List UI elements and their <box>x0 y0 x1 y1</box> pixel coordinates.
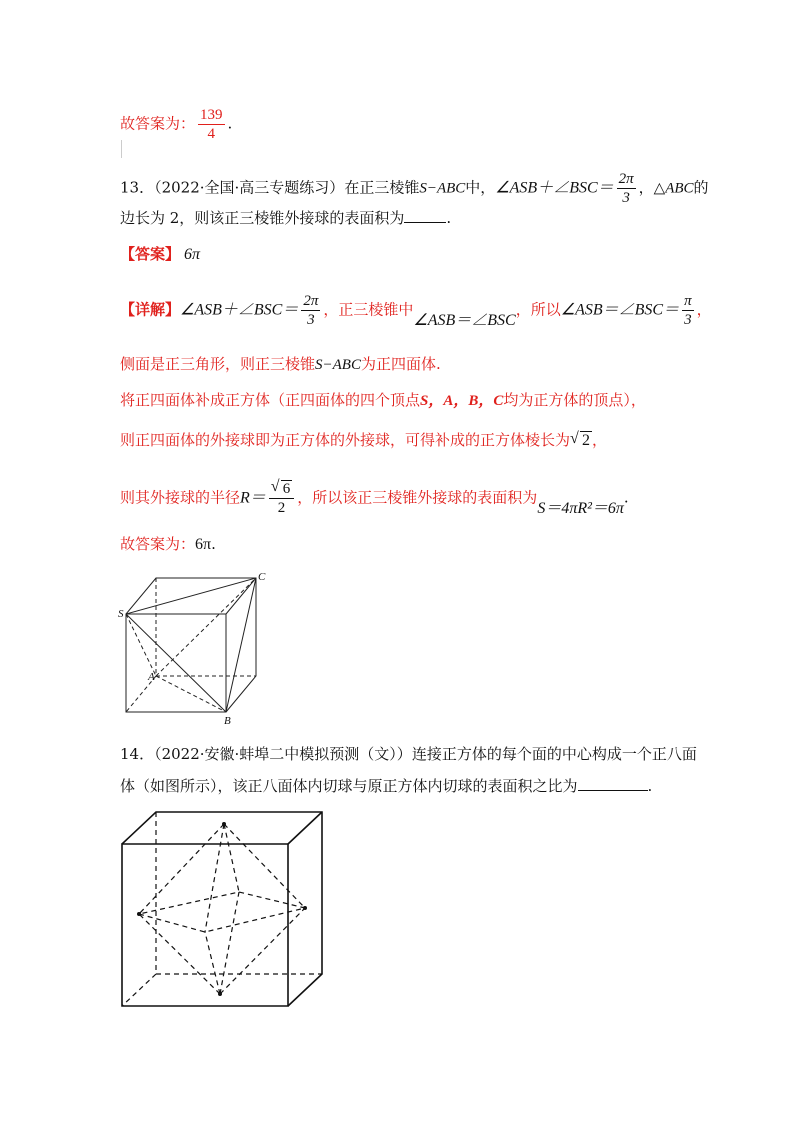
q13-line1 <box>120 170 709 207</box>
q13-number: 13． <box>120 178 155 197</box>
octa-top-L <box>139 824 224 914</box>
q14-octahedron-figure <box>118 808 328 1013</box>
detail-sqrt2 <box>570 429 592 453</box>
detail-l4a: 则正四面体的外接球即为正方体的外接球，可得补成的正方体棱长为 <box>120 431 571 449</box>
octa-vertex-right <box>303 906 307 910</box>
detail-l2c: 为正四面体. <box>360 355 441 373</box>
q13-frac-den: 3 <box>622 190 630 206</box>
cube-back-edges <box>126 578 256 712</box>
octa-vertex-top <box>222 822 226 826</box>
q13-text2: 中， <box>465 178 496 197</box>
tetra-edge-SC <box>126 578 256 614</box>
q13-answer <box>120 242 200 267</box>
q13-text3: ，△ <box>638 178 666 197</box>
q13-triangle: ABC <box>665 180 694 197</box>
detail-l5e: . <box>623 488 629 507</box>
q14-line1 <box>120 742 697 766</box>
detail-l3b: S，A，B，C <box>420 393 504 409</box>
octa-bot-L <box>139 914 220 994</box>
q13-frac-num: 2π <box>618 171 634 187</box>
prev-answer-prefix: 故答案为： <box>120 114 196 133</box>
q13-line2-text: 边长为 2，则该正三棱锥外接球的表面积为 <box>120 209 405 227</box>
detail-text3: ， <box>696 300 712 319</box>
octa-bot-F <box>205 932 220 994</box>
detail-fraction1 <box>301 292 320 329</box>
label-A: A <box>148 671 155 683</box>
detail-frac2-num: π <box>684 293 692 309</box>
detail-l4c: ， <box>592 431 608 449</box>
q14-number: 14． <box>120 745 155 763</box>
octa-bot-R <box>220 908 305 994</box>
cube14-edge-tr <box>288 812 322 844</box>
q13-answer-blank <box>404 208 446 223</box>
detail-eq2: ∠ASB＝∠BSC＝ <box>560 301 680 319</box>
tetra-edge-AC <box>156 578 256 676</box>
answer-label: 【答案】 <box>120 245 181 263</box>
tetra-edge-SA <box>126 614 156 676</box>
tetra-edge-AB <box>156 676 226 712</box>
octa-top-F <box>205 824 224 932</box>
detail-radius-den: 2 <box>277 500 286 516</box>
detail-frac1-num: 2π <box>303 293 319 309</box>
q13-fraction <box>617 170 636 207</box>
detail-l5b: R＝ <box>240 489 266 507</box>
detail-l6a: 故答案为： <box>120 535 196 553</box>
sqrt-sign: √ <box>570 430 579 447</box>
detail-l5a: 则其外接球的半径 <box>120 488 241 507</box>
detail-eq: ∠ASB＝∠BSC <box>413 311 516 329</box>
detail-frac1-den: 3 <box>307 312 315 328</box>
detail-l6c: . <box>211 535 216 553</box>
sqrt6-value: 6 <box>282 481 291 497</box>
detail-text2: ，所以 <box>515 300 561 319</box>
detail-l5c: ，所以该正三棱锥外接球的表面积为 <box>297 488 538 507</box>
label-B: B <box>224 715 231 727</box>
answer-value: 6π <box>184 246 201 263</box>
detail-l3c: 均为正方体的顶点）， <box>503 391 646 409</box>
detail-l3a: 将正四面体补成正方体（正四面体的四个顶点 <box>120 391 421 409</box>
octa-vertex-left <box>137 912 141 916</box>
octa-bot-K <box>220 892 239 994</box>
margin-mark <box>121 140 122 158</box>
prev-answer-line <box>120 106 232 143</box>
prev-answer-suffix: . <box>227 114 233 133</box>
label-S: S <box>118 608 124 620</box>
octa-top-R <box>224 824 305 908</box>
detail13-line4 <box>120 428 607 453</box>
detail-l2b: S−ABC <box>315 357 361 373</box>
detail-l2a: 侧面是正三角形，则正三棱锥 <box>120 355 316 373</box>
sqrt2-value: 2 <box>582 432 591 449</box>
detail13-line2 <box>120 352 441 377</box>
detail-sqrt6 <box>271 480 293 498</box>
prev-answer-num: 139 <box>200 107 223 123</box>
q14-source: （2022·安徽·蚌埠二中模拟预测（文）） <box>154 745 412 763</box>
q13-source: （2022·全国·高三专题练习） <box>154 178 345 197</box>
q14-line2-text: 体（如图所示），该正八面体内切球与原正方体内切球的表面积之比为 <box>120 777 578 795</box>
detail-fraction2 <box>682 292 694 329</box>
cube14-hidden-diag <box>122 974 156 1006</box>
q13-text1: 在正三棱锥 <box>344 178 420 197</box>
detail13-line1 <box>120 292 712 329</box>
q14-line2 <box>120 774 652 798</box>
detail-l6b: 6π <box>195 536 212 553</box>
detail13-line6 <box>120 532 216 557</box>
detail-angle-sum: ∠ASB＋∠BSC＝ <box>180 301 299 319</box>
q14-answer-blank <box>578 776 648 791</box>
octa-vertex-bottom <box>218 992 222 996</box>
prev-answer-fraction <box>198 106 225 143</box>
detail-radius-num <box>269 480 295 499</box>
q13-text4: 的 <box>693 178 709 197</box>
q13-angle-sum: ∠ASB＋∠BSC＝ <box>495 179 614 197</box>
q13-line2 <box>120 206 451 230</box>
tetra-edge-SB <box>126 614 226 712</box>
q13-pyramid: S−ABC <box>419 180 466 197</box>
detail-frac2-den: 3 <box>684 312 692 328</box>
prev-answer-den: 4 <box>207 126 216 142</box>
q14-line2-end: . <box>647 777 653 795</box>
detail-radius-fraction <box>269 480 295 517</box>
label-C: C <box>258 571 266 583</box>
sqrt6-sign: √ <box>270 478 280 495</box>
detail-label: 【详解】 <box>120 300 181 319</box>
octa-top-K <box>224 824 239 892</box>
detail13-line5 <box>120 480 629 517</box>
q13-cube-figure <box>118 568 268 728</box>
q14-line1-text: 连接正方体的每个面的中心构成一个正八面 <box>411 745 697 763</box>
cube14-front-face <box>122 844 288 1006</box>
detail13-line3 <box>120 388 646 413</box>
q13-line2-end: . <box>446 209 452 227</box>
tetra-edge-CB <box>226 578 256 712</box>
octa-equator <box>139 892 305 932</box>
detail-l5d: S＝4πR²＝6π <box>537 499 624 517</box>
detail-text1: ，正三棱锥中 <box>323 300 414 319</box>
